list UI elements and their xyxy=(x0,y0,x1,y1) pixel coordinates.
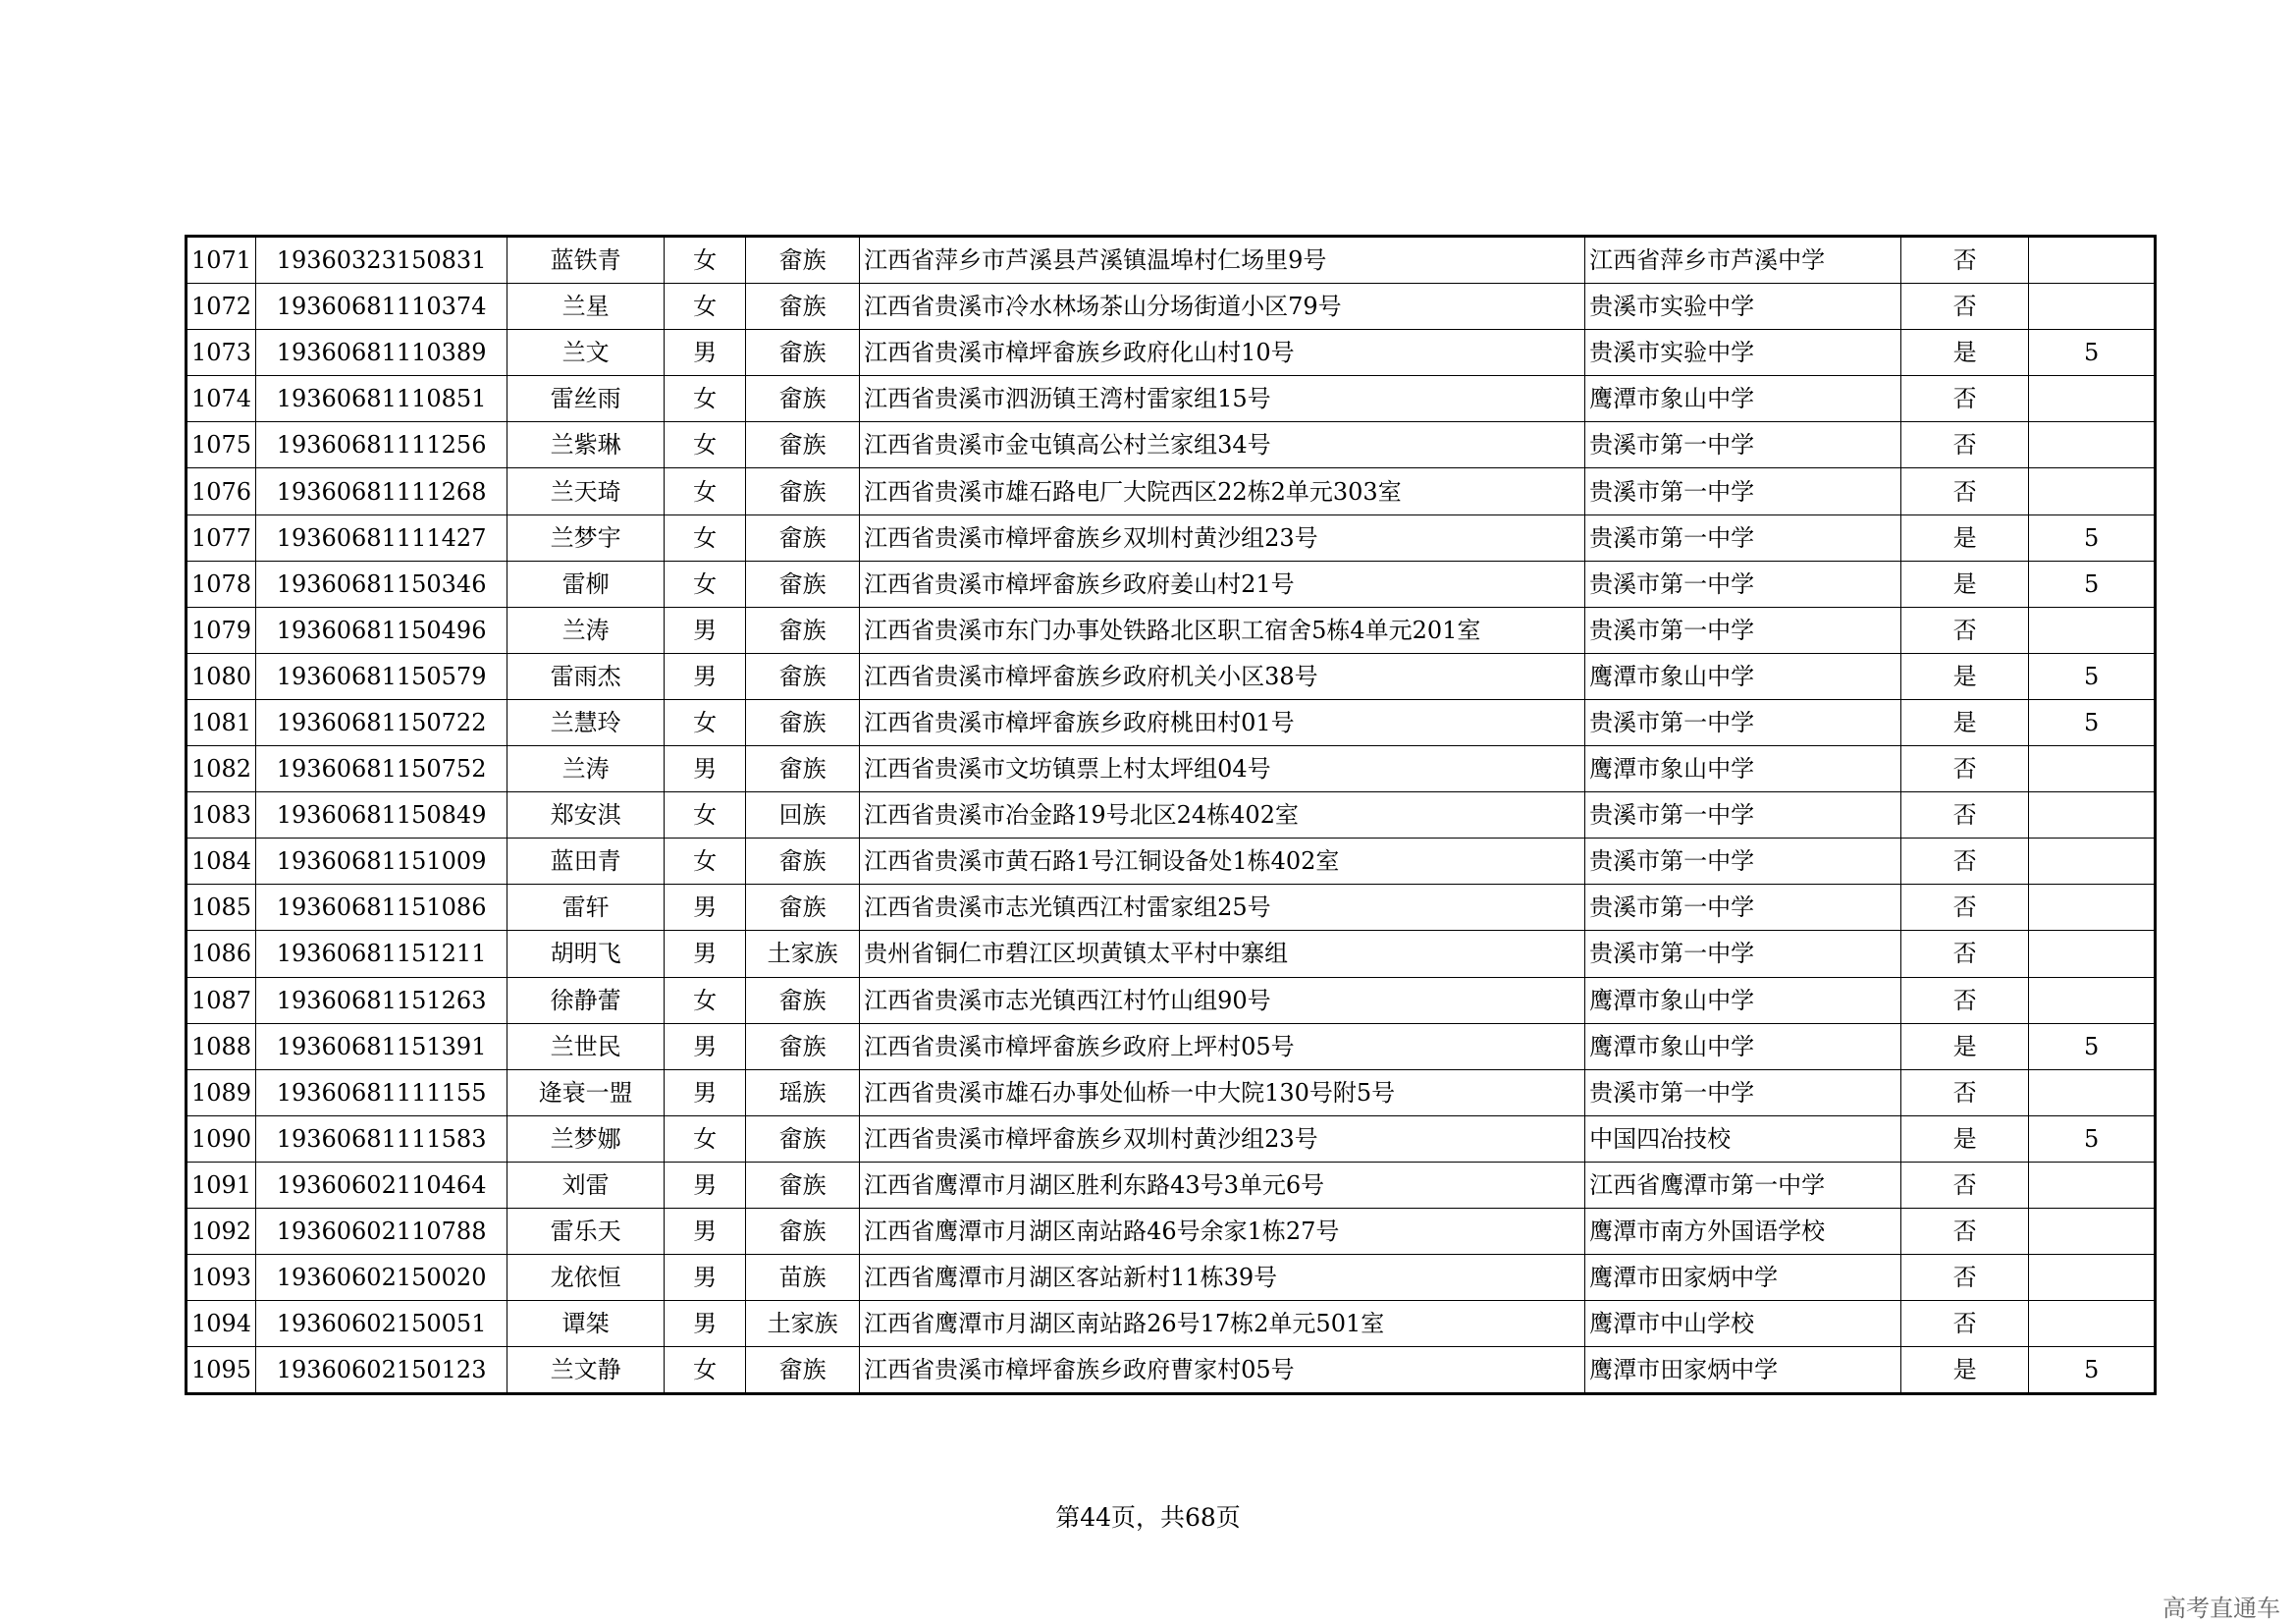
eligible-flag-cell: 是 xyxy=(1901,699,2029,745)
school-cell: 中国四冶技校 xyxy=(1585,1115,1901,1162)
address-cell: 江西省萍乡市芦溪县芦溪镇温埠村仁场里9号 xyxy=(860,237,1585,284)
row-number-cell: 1091 xyxy=(187,1162,256,1208)
table-row xyxy=(187,376,2156,422)
ethnicity-cell: 土家族 xyxy=(746,931,860,977)
name-cell: 蓝田青 xyxy=(507,839,665,885)
bonus-points-cell: 5 xyxy=(2029,699,2156,745)
name-cell: 兰梦娜 xyxy=(507,1115,665,1162)
eligible-flag-cell: 否 xyxy=(1901,1255,2029,1301)
bonus-points-cell xyxy=(2029,931,2156,977)
exam-id-cell: 19360681151391 xyxy=(256,1023,507,1069)
name-cell: 兰文 xyxy=(507,330,665,376)
row-number-cell: 1077 xyxy=(187,514,256,561)
address-cell: 江西省贵溪市樟坪畲族乡政府机关小区38号 xyxy=(860,653,1585,699)
eligible-flag-cell: 否 xyxy=(1901,885,2029,931)
eligible-flag-cell: 否 xyxy=(1901,746,2029,792)
eligible-flag-cell: 否 xyxy=(1901,1208,2029,1254)
exam-id-cell: 19360323150831 xyxy=(256,237,507,284)
student-roster-table xyxy=(185,235,2157,1395)
ethnicity-cell: 畲族 xyxy=(746,561,860,607)
ethnicity-cell: 畲族 xyxy=(746,376,860,422)
name-cell: 兰梦宇 xyxy=(507,514,665,561)
ethnicity-cell: 畲族 xyxy=(746,1162,860,1208)
name-cell: 兰文静 xyxy=(507,1347,665,1394)
eligible-flag-cell: 否 xyxy=(1901,237,2029,284)
bonus-points-cell: 5 xyxy=(2029,514,2156,561)
ethnicity-cell: 畲族 xyxy=(746,839,860,885)
ethnicity-cell: 畲族 xyxy=(746,514,860,561)
ethnicity-cell: 畲族 xyxy=(746,422,860,468)
ethnicity-cell: 畲族 xyxy=(746,977,860,1023)
gender-cell: 男 xyxy=(665,607,746,653)
gender-cell: 女 xyxy=(665,514,746,561)
table-row xyxy=(187,1208,2156,1254)
row-number-cell: 1083 xyxy=(187,792,256,839)
row-number-cell: 1081 xyxy=(187,699,256,745)
address-cell: 江西省贵溪市金屯镇高公村兰家组34号 xyxy=(860,422,1585,468)
school-cell: 鹰潭市象山中学 xyxy=(1585,653,1901,699)
row-number-cell: 1084 xyxy=(187,839,256,885)
gender-cell: 女 xyxy=(665,1347,746,1394)
exam-id-cell: 19360602150051 xyxy=(256,1301,507,1347)
name-cell: 雷乐天 xyxy=(507,1208,665,1254)
gender-cell: 男 xyxy=(665,931,746,977)
table-row xyxy=(187,1162,2156,1208)
name-cell: 龙依恒 xyxy=(507,1255,665,1301)
eligible-flag-cell: 否 xyxy=(1901,977,2029,1023)
name-cell: 雷丝雨 xyxy=(507,376,665,422)
address-cell: 江西省鹰潭市月湖区南站路46号余家1栋27号 xyxy=(860,1208,1585,1254)
address-cell: 江西省贵溪市樟坪畲族乡政府桃田村01号 xyxy=(860,699,1585,745)
bonus-points-cell xyxy=(2029,376,2156,422)
school-cell: 贵溪市第一中学 xyxy=(1585,607,1901,653)
address-cell: 江西省贵溪市雄石路电厂大院西区22栋2单元303室 xyxy=(860,468,1585,514)
gender-cell: 男 xyxy=(665,885,746,931)
table-row xyxy=(187,931,2156,977)
table-row xyxy=(187,839,2156,885)
ethnicity-cell: 畲族 xyxy=(746,885,860,931)
ethnicity-cell: 苗族 xyxy=(746,1255,860,1301)
row-number-cell: 1075 xyxy=(187,422,256,468)
table-row xyxy=(187,330,2156,376)
eligible-flag-cell: 是 xyxy=(1901,653,2029,699)
gender-cell: 女 xyxy=(665,1115,746,1162)
bonus-points-cell xyxy=(2029,1069,2156,1115)
school-cell: 鹰潭市象山中学 xyxy=(1585,376,1901,422)
ethnicity-cell: 畲族 xyxy=(746,607,860,653)
eligible-flag-cell: 是 xyxy=(1901,1347,2029,1394)
exam-id-cell: 19360681111583 xyxy=(256,1115,507,1162)
exam-id-cell: 19360681150849 xyxy=(256,792,507,839)
row-number-cell: 1079 xyxy=(187,607,256,653)
ethnicity-cell: 畲族 xyxy=(746,1208,860,1254)
bonus-points-cell: 5 xyxy=(2029,330,2156,376)
name-cell: 兰天琦 xyxy=(507,468,665,514)
address-cell: 江西省贵溪市樟坪畲族乡政府姜山村21号 xyxy=(860,561,1585,607)
row-number-cell: 1089 xyxy=(187,1069,256,1115)
exam-id-cell: 19360681111268 xyxy=(256,468,507,514)
ethnicity-cell: 畲族 xyxy=(746,653,860,699)
exam-id-cell: 19360602150020 xyxy=(256,1255,507,1301)
watermark: 高考直通车 xyxy=(2163,1595,2280,1622)
row-number-cell: 1086 xyxy=(187,931,256,977)
address-cell: 江西省鹰潭市月湖区胜利东路43号3单元6号 xyxy=(860,1162,1585,1208)
table-row xyxy=(187,1023,2156,1069)
exam-id-cell: 19360681151211 xyxy=(256,931,507,977)
ethnicity-cell: 畲族 xyxy=(746,237,860,284)
bonus-points-cell: 5 xyxy=(2029,1115,2156,1162)
name-cell: 兰星 xyxy=(507,284,665,330)
exam-id-cell: 19360602110464 xyxy=(256,1162,507,1208)
address-cell: 江西省贵溪市樟坪畲族乡双圳村黄沙组23号 xyxy=(860,1115,1585,1162)
eligible-flag-cell: 否 xyxy=(1901,422,2029,468)
table-row xyxy=(187,699,2156,745)
ethnicity-cell: 土家族 xyxy=(746,1301,860,1347)
eligible-flag-cell: 否 xyxy=(1901,1301,2029,1347)
eligible-flag-cell: 否 xyxy=(1901,1162,2029,1208)
gender-cell: 女 xyxy=(665,699,746,745)
school-cell: 鹰潭市象山中学 xyxy=(1585,1023,1901,1069)
row-number-cell: 1080 xyxy=(187,653,256,699)
school-cell: 鹰潭市中山学校 xyxy=(1585,1301,1901,1347)
address-cell: 江西省贵溪市冷水林场茶山分场街道小区79号 xyxy=(860,284,1585,330)
row-number-cell: 1088 xyxy=(187,1023,256,1069)
row-number-cell: 1082 xyxy=(187,746,256,792)
bonus-points-cell xyxy=(2029,237,2156,284)
exam-id-cell: 19360681150579 xyxy=(256,653,507,699)
bonus-points-cell xyxy=(2029,977,2156,1023)
address-cell: 江西省贵溪市樟坪畲族乡政府曹家村05号 xyxy=(860,1347,1585,1394)
bonus-points-cell xyxy=(2029,284,2156,330)
table-row xyxy=(187,1115,2156,1162)
name-cell: 雷轩 xyxy=(507,885,665,931)
name-cell: 兰世民 xyxy=(507,1023,665,1069)
bonus-points-cell xyxy=(2029,607,2156,653)
row-number-cell: 1092 xyxy=(187,1208,256,1254)
school-cell: 贵溪市第一中学 xyxy=(1585,839,1901,885)
bonus-points-cell xyxy=(2029,1301,2156,1347)
gender-cell: 女 xyxy=(665,977,746,1023)
table-row xyxy=(187,653,2156,699)
gender-cell: 女 xyxy=(665,422,746,468)
eligible-flag-cell: 是 xyxy=(1901,1115,2029,1162)
gender-cell: 男 xyxy=(665,1162,746,1208)
eligible-flag-cell: 否 xyxy=(1901,284,2029,330)
exam-id-cell: 19360681151009 xyxy=(256,839,507,885)
ethnicity-cell: 瑶族 xyxy=(746,1069,860,1115)
name-cell: 蓝铁青 xyxy=(507,237,665,284)
row-number-cell: 1087 xyxy=(187,977,256,1023)
name-cell: 雷柳 xyxy=(507,561,665,607)
eligible-flag-cell: 否 xyxy=(1901,931,2029,977)
gender-cell: 男 xyxy=(665,1255,746,1301)
name-cell: 刘雷 xyxy=(507,1162,665,1208)
exam-id-cell: 19360681150752 xyxy=(256,746,507,792)
eligible-flag-cell: 否 xyxy=(1901,839,2029,885)
school-cell: 贵溪市第一中学 xyxy=(1585,561,1901,607)
address-cell: 江西省贵溪市文坊镇票上村太坪组04号 xyxy=(860,746,1585,792)
exam-id-cell: 19360681111155 xyxy=(256,1069,507,1115)
page-footer: 第44页，共68页 xyxy=(1055,1503,1241,1532)
school-cell: 江西省萍乡市芦溪中学 xyxy=(1585,237,1901,284)
name-cell: 兰涛 xyxy=(507,746,665,792)
row-number-cell: 1074 xyxy=(187,376,256,422)
eligible-flag-cell: 是 xyxy=(1901,330,2029,376)
exam-id-cell: 19360681150346 xyxy=(256,561,507,607)
school-cell: 贵溪市实验中学 xyxy=(1585,284,1901,330)
bonus-points-cell xyxy=(2029,1162,2156,1208)
school-cell: 江西省鹰潭市第一中学 xyxy=(1585,1162,1901,1208)
bonus-points-cell: 5 xyxy=(2029,653,2156,699)
exam-id-cell: 19360681150722 xyxy=(256,699,507,745)
exam-id-cell: 19360681150496 xyxy=(256,607,507,653)
school-cell: 贵溪市第一中学 xyxy=(1585,514,1901,561)
school-cell: 鹰潭市象山中学 xyxy=(1585,746,1901,792)
bonus-points-cell: 5 xyxy=(2029,1347,2156,1394)
gender-cell: 女 xyxy=(665,839,746,885)
ethnicity-cell: 回族 xyxy=(746,792,860,839)
school-cell: 鹰潭市象山中学 xyxy=(1585,977,1901,1023)
name-cell: 郑安淇 xyxy=(507,792,665,839)
table-row xyxy=(187,284,2156,330)
roster-body xyxy=(187,237,2156,1394)
school-cell: 贵溪市第一中学 xyxy=(1585,468,1901,514)
ethnicity-cell: 畲族 xyxy=(746,330,860,376)
table-row xyxy=(187,468,2156,514)
exam-id-cell: 19360681110374 xyxy=(256,284,507,330)
ethnicity-cell: 畲族 xyxy=(746,746,860,792)
gender-cell: 男 xyxy=(665,330,746,376)
name-cell: 兰紫琳 xyxy=(507,422,665,468)
row-number-cell: 1093 xyxy=(187,1255,256,1301)
row-number-cell: 1095 xyxy=(187,1347,256,1394)
address-cell: 江西省贵溪市樟坪畲族乡双圳村黄沙组23号 xyxy=(860,514,1585,561)
gender-cell: 男 xyxy=(665,746,746,792)
bonus-points-cell xyxy=(2029,468,2156,514)
school-cell: 鹰潭市田家炳中学 xyxy=(1585,1347,1901,1394)
eligible-flag-cell: 否 xyxy=(1901,376,2029,422)
exam-id-cell: 19360681151263 xyxy=(256,977,507,1023)
gender-cell: 女 xyxy=(665,561,746,607)
ethnicity-cell: 畲族 xyxy=(746,1023,860,1069)
address-cell: 江西省贵溪市黄石路1号江铜设备处1栋402室 xyxy=(860,839,1585,885)
school-cell: 贵溪市第一中学 xyxy=(1585,931,1901,977)
school-cell: 贵溪市实验中学 xyxy=(1585,330,1901,376)
table-row xyxy=(187,1301,2156,1347)
table-row xyxy=(187,237,2156,284)
name-cell: 雷雨杰 xyxy=(507,653,665,699)
row-number-cell: 1094 xyxy=(187,1301,256,1347)
gender-cell: 女 xyxy=(665,237,746,284)
gender-cell: 女 xyxy=(665,284,746,330)
gender-cell: 男 xyxy=(665,653,746,699)
address-cell: 江西省贵溪市东门办事处铁路北区职工宿舍5栋4单元201室 xyxy=(860,607,1585,653)
bonus-points-cell xyxy=(2029,746,2156,792)
row-number-cell: 1076 xyxy=(187,468,256,514)
name-cell: 逄衰一盟 xyxy=(507,1069,665,1115)
row-number-cell: 1085 xyxy=(187,885,256,931)
exam-id-cell: 19360681111256 xyxy=(256,422,507,468)
address-cell: 江西省贵溪市雄石办事处仙桥一中大院130号附5号 xyxy=(860,1069,1585,1115)
table-row xyxy=(187,514,2156,561)
exam-id-cell: 19360602150123 xyxy=(256,1347,507,1394)
table-row xyxy=(187,746,2156,792)
ethnicity-cell: 畲族 xyxy=(746,468,860,514)
eligible-flag-cell: 否 xyxy=(1901,468,2029,514)
bonus-points-cell: 5 xyxy=(2029,561,2156,607)
bonus-points-cell xyxy=(2029,885,2156,931)
bonus-points-cell xyxy=(2029,422,2156,468)
exam-id-cell: 19360681111427 xyxy=(256,514,507,561)
school-cell: 鹰潭市南方外国语学校 xyxy=(1585,1208,1901,1254)
row-number-cell: 1078 xyxy=(187,561,256,607)
eligible-flag-cell: 否 xyxy=(1901,607,2029,653)
table-row xyxy=(187,561,2156,607)
school-cell: 贵溪市第一中学 xyxy=(1585,1069,1901,1115)
row-number-cell: 1090 xyxy=(187,1115,256,1162)
bonus-points-cell xyxy=(2029,1208,2156,1254)
school-cell: 贵溪市第一中学 xyxy=(1585,699,1901,745)
name-cell: 兰慧玲 xyxy=(507,699,665,745)
address-cell: 江西省贵溪市樟坪畲族乡政府上坪村05号 xyxy=(860,1023,1585,1069)
gender-cell: 男 xyxy=(665,1208,746,1254)
gender-cell: 男 xyxy=(665,1023,746,1069)
eligible-flag-cell: 是 xyxy=(1901,514,2029,561)
table-row xyxy=(187,977,2156,1023)
school-cell: 鹰潭市田家炳中学 xyxy=(1585,1255,1901,1301)
school-cell: 贵溪市第一中学 xyxy=(1585,792,1901,839)
address-cell: 贵州省铜仁市碧江区坝黄镇太平村中寨组 xyxy=(860,931,1585,977)
address-cell: 江西省贵溪市冶金路19号北区24栋402室 xyxy=(860,792,1585,839)
address-cell: 江西省鹰潭市月湖区客站新村11栋39号 xyxy=(860,1255,1585,1301)
eligible-flag-cell: 否 xyxy=(1901,792,2029,839)
table-row xyxy=(187,885,2156,931)
table-row xyxy=(187,1347,2156,1394)
exam-id-cell: 19360681151086 xyxy=(256,885,507,931)
gender-cell: 女 xyxy=(665,376,746,422)
row-number-cell: 1072 xyxy=(187,284,256,330)
exam-id-cell: 19360602110788 xyxy=(256,1208,507,1254)
ethnicity-cell: 畲族 xyxy=(746,284,860,330)
eligible-flag-cell: 否 xyxy=(1901,1069,2029,1115)
bonus-points-cell xyxy=(2029,792,2156,839)
name-cell: 胡明飞 xyxy=(507,931,665,977)
table-row xyxy=(187,792,2156,839)
ethnicity-cell: 畲族 xyxy=(746,1115,860,1162)
name-cell: 兰涛 xyxy=(507,607,665,653)
address-cell: 江西省贵溪市志光镇西江村竹山组90号 xyxy=(860,977,1585,1023)
table-row xyxy=(187,1255,2156,1301)
address-cell: 江西省贵溪市樟坪畲族乡政府化山村10号 xyxy=(860,330,1585,376)
ethnicity-cell: 畲族 xyxy=(746,1347,860,1394)
ethnicity-cell: 畲族 xyxy=(746,699,860,745)
row-number-cell: 1071 xyxy=(187,237,256,284)
name-cell: 徐静蕾 xyxy=(507,977,665,1023)
bonus-points-cell xyxy=(2029,839,2156,885)
gender-cell: 男 xyxy=(665,1069,746,1115)
name-cell: 谭桀 xyxy=(507,1301,665,1347)
exam-id-cell: 19360681110851 xyxy=(256,376,507,422)
gender-cell: 女 xyxy=(665,792,746,839)
table-row xyxy=(187,607,2156,653)
bonus-points-cell xyxy=(2029,1255,2156,1301)
eligible-flag-cell: 是 xyxy=(1901,561,2029,607)
table-row xyxy=(187,1069,2156,1115)
address-cell: 江西省鹰潭市月湖区南站路26号17栋2单元501室 xyxy=(860,1301,1585,1347)
school-cell: 贵溪市第一中学 xyxy=(1585,885,1901,931)
gender-cell: 男 xyxy=(665,1301,746,1347)
gender-cell: 女 xyxy=(665,468,746,514)
exam-id-cell: 19360681110389 xyxy=(256,330,507,376)
address-cell: 江西省贵溪市志光镇西江村雷家组25号 xyxy=(860,885,1585,931)
eligible-flag-cell: 是 xyxy=(1901,1023,2029,1069)
school-cell: 贵溪市第一中学 xyxy=(1585,422,1901,468)
table-row xyxy=(187,422,2156,468)
address-cell: 江西省贵溪市泗沥镇王湾村雷家组15号 xyxy=(860,376,1585,422)
row-number-cell: 1073 xyxy=(187,330,256,376)
bonus-points-cell: 5 xyxy=(2029,1023,2156,1069)
